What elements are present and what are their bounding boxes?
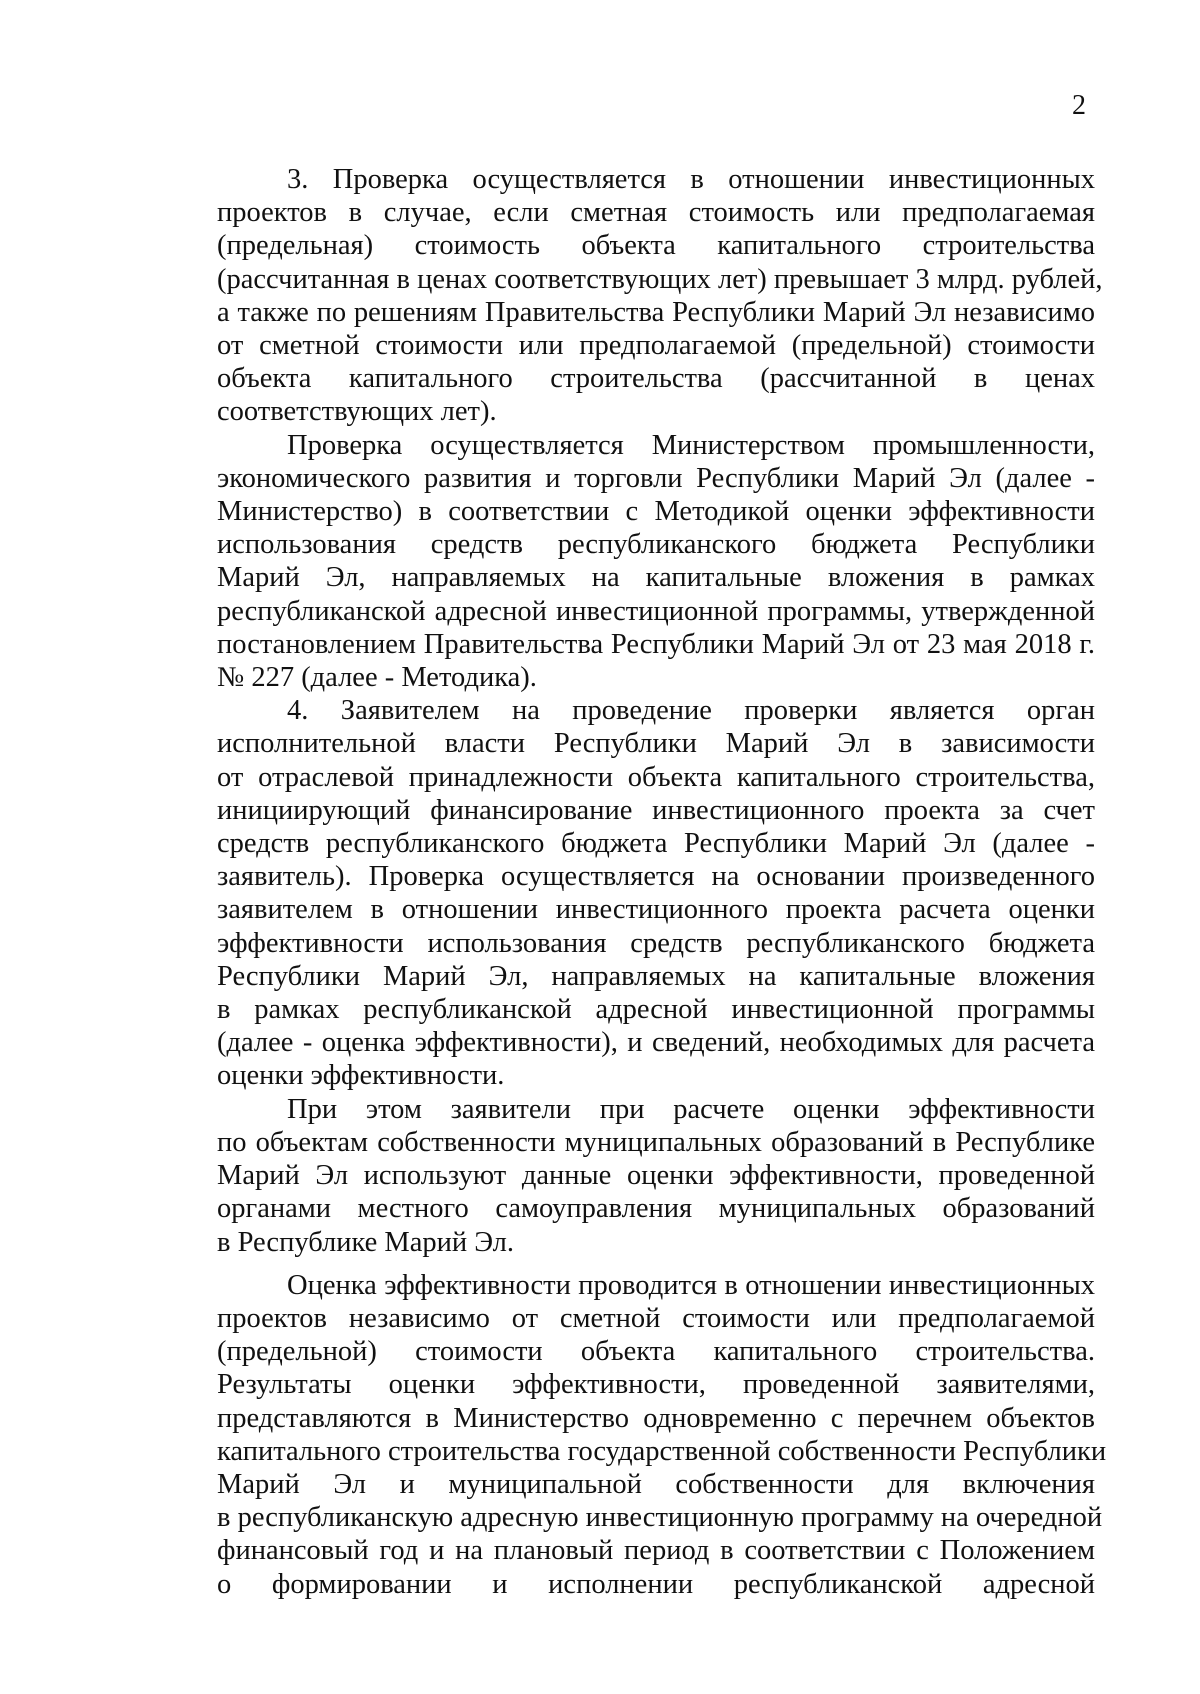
text-line: в Республике Марий Эл. (217, 1226, 515, 1258)
text-line: Оценка эффективности проводится в отношении инвестиционных (287, 1269, 1095, 1301)
text-line: Проверка осуществляется Министерством промышленности, (287, 429, 1095, 461)
text-line: заявитель). Проверка осуществляется на основании произведенного (217, 861, 1095, 893)
text-line: органами местного самоуправления муниципальных образований (217, 1193, 1095, 1225)
text-line: использования средств республиканского бюджета Республики (217, 529, 1095, 561)
text-line: При этом заявители при расчете оценки эффективности (287, 1093, 1095, 1125)
text-line: 3. Проверка осуществляется в отношении инвестиционных (287, 164, 1095, 195)
text-line: о формировании и исполнении республиканской адресной (217, 1568, 1095, 1600)
text-line: республиканской адресной инвестиционной программы, утвержденной (217, 595, 1095, 627)
text-line: объекта капитального строительства (рассчитанной в ценах (217, 363, 1095, 395)
text-line: Республики Марий Эл, направляемых на капитальные вложения (217, 960, 1095, 992)
text-line: в рамках республиканской адресной инвестиционной программы (217, 994, 1095, 1026)
text-line: проектов в случае, если сметная стоимость или предполагаемая (217, 197, 1095, 229)
text-line: Марий Эл используют данные оценки эффективности, проведенной (217, 1160, 1095, 1192)
text-line: Министерство) в соответствии с Методикой оценки эффективности (217, 496, 1095, 528)
text-line: по объектам собственности муниципальных образований в Республике (217, 1126, 1095, 1158)
text-line: соответствующих лет). (217, 396, 497, 428)
paragraph-efficiency-assessment (217, 1269, 1107, 1601)
text-line: оценки эффективности. (217, 1060, 505, 1092)
document-body (217, 163, 1107, 1601)
text-line: а также по решениям Правительства Республики Марий Эл независимо (217, 296, 1095, 328)
text-line: экономического развития и торговли Республики Марий Эл (далее - (217, 462, 1095, 494)
text-line: (предельная) стоимость объекта капитального строительства (217, 230, 1095, 262)
text-line: Марий Эл, направляемых на капитальные вложения в рамках (217, 562, 1095, 594)
text-line: (предельной) стоимости объекта капитального строительства. (217, 1336, 1095, 1368)
paragraph-item-4 (217, 694, 1095, 1092)
text-line: (рассчитанная в ценах соответствующих лет) превышает 3 млрд. рублей, (217, 263, 1103, 295)
paragraph-item-3 (217, 163, 1103, 429)
text-line: от сметной стоимости или предполагаемой (предельной) стоимости (217, 330, 1095, 362)
text-line: № 227 (далее - Методика). (217, 662, 537, 694)
text-line: Марий Эл и муниципальной собственности для включения (217, 1468, 1095, 1500)
text-line: капитального строительства государственной собственности Республики (217, 1435, 1107, 1467)
text-line: от отраслевой принадлежности объекта капитального строительства, (217, 761, 1095, 793)
text-line: исполнительной власти Республики Марий Эл в зависимости (217, 728, 1095, 760)
text-line: представляются в Министерство одновременно с перечнем объектов (217, 1402, 1095, 1434)
text-line: 4. Заявителем на проведение проверки является орган (287, 695, 1095, 727)
text-line: эффективности использования средств республиканского бюджета (217, 927, 1095, 959)
page-number: 2 (1072, 90, 1086, 121)
text-line: (далее - оценка эффективности), и сведений, необходимых для расчета (217, 1027, 1095, 1059)
text-line: Результаты оценки эффективности, проведенной заявителями, (217, 1369, 1095, 1401)
paragraph-verification-authority (217, 429, 1095, 695)
text-line: средств республиканского бюджета Республики Марий Эл (далее - (217, 828, 1095, 860)
text-line: проектов независимо от сметной стоимости или предполагаемой (217, 1302, 1095, 1334)
paragraph-municipal-objects (217, 1093, 1095, 1259)
text-line: в республиканскую адресную инвестиционную программу на очередной (217, 1502, 1103, 1534)
text-line: заявителем в отношении инвестиционного проекта расчета оценки (217, 894, 1095, 926)
text-line: финансовый год и на плановый период в соответствии с Положением (217, 1535, 1095, 1567)
text-line: постановлением Правительства Республики Марий Эл от 23 мая 2018 г. (217, 628, 1095, 660)
text-line: инициирующий финансирование инвестиционного проекта за счет (217, 794, 1095, 826)
